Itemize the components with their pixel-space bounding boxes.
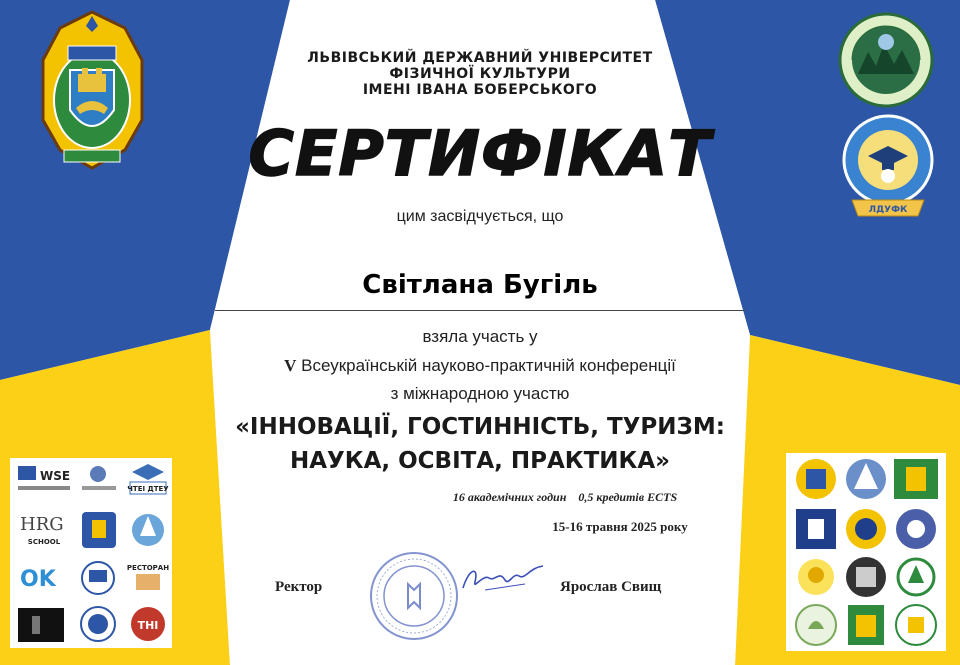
conference-topic-line-1: «ІННОВАЦІЇ, ГОСТИННІСТЬ, ТУРИЗМ: (235, 414, 725, 440)
partner-crest-12 (896, 605, 936, 645)
svg-text:OK: OK (20, 567, 56, 592)
university-line-2: ФІЗИЧНОЇ КУЛЬТУРИ (389, 66, 571, 82)
rector-name: Ярослав Свищ (560, 579, 662, 595)
rector-signature (455, 560, 550, 600)
university-line-1: ЛЬВІВСЬКИЙ ДЕРЖАВНИЙ УНІВЕРСИТЕТ (307, 50, 653, 66)
computer-logo (82, 562, 114, 594)
partner-crest-5 (846, 509, 886, 549)
partner-crest-6 (896, 509, 936, 549)
wse-logo (18, 466, 70, 490)
faculty-badge-label: ЛДУФК (868, 205, 908, 215)
rector-label: Ректор (275, 579, 323, 595)
conference-number: V (284, 356, 297, 375)
seal-logo (81, 607, 115, 641)
university-stamp (368, 550, 460, 642)
tourism-faculty-badge (838, 12, 934, 108)
partner-crest-9 (898, 559, 934, 595)
svg-text:ЧТЕІ ДТЕУ: ЧТЕІ ДТЕУ (127, 485, 169, 493)
university-emblem-logo (30, 10, 155, 175)
conference-line (210, 356, 750, 376)
partner-crest-1 (796, 459, 836, 499)
svg-text:ТНІ: ТНІ (137, 619, 159, 632)
certifies-text: цим засвідчується, що (396, 208, 564, 225)
partner-crest-3 (894, 459, 938, 499)
regional-council-logo (82, 512, 116, 548)
partner-crest-11 (848, 605, 884, 645)
tni-logo (131, 607, 165, 641)
partner-crest-10 (796, 605, 836, 645)
ok-logo (20, 567, 57, 592)
conference-date: 15-16 травня 2025 року (552, 519, 688, 534)
conference-text: Всеукраїнській науково-практичній конференції (301, 356, 676, 375)
recipient-name: Світлана Бугіль (362, 270, 598, 300)
svg-text:РЕСТОРАН: РЕСТОРАН (126, 564, 170, 572)
certificate-title: СЕРТИФІКАТ (248, 117, 712, 190)
svg-text:HRG: HRG (20, 514, 64, 535)
conference-topic-line-2: НАУКА, ОСВІТА, ПРАКТИКА» (290, 448, 670, 474)
partner-crest-2 (846, 459, 886, 499)
participated-text: взяла участь у (422, 327, 538, 346)
university-name (210, 50, 750, 98)
church-logo (132, 514, 164, 546)
hotel-restaurant-department-badge (838, 112, 938, 220)
credits-text: 16 академічних годин 0,5 кредитів ECTS (452, 490, 678, 504)
name-underline (215, 310, 745, 311)
partner-crest-7 (798, 559, 834, 595)
left-partner-logos (10, 458, 172, 648)
international-text: з міжнародною участю (390, 384, 570, 403)
black-building-logo (18, 608, 64, 642)
svg-text:WSE: WSE (40, 469, 71, 483)
right-partner-logos (786, 453, 946, 651)
svg-text:SCHOOL: SCHOOL (27, 538, 61, 546)
partner-crest-4 (796, 509, 836, 549)
university-line-3: ІМЕНІ ІВАНА БОБЕРСЬКОГО (362, 82, 598, 98)
partner-crest-8 (846, 557, 886, 597)
